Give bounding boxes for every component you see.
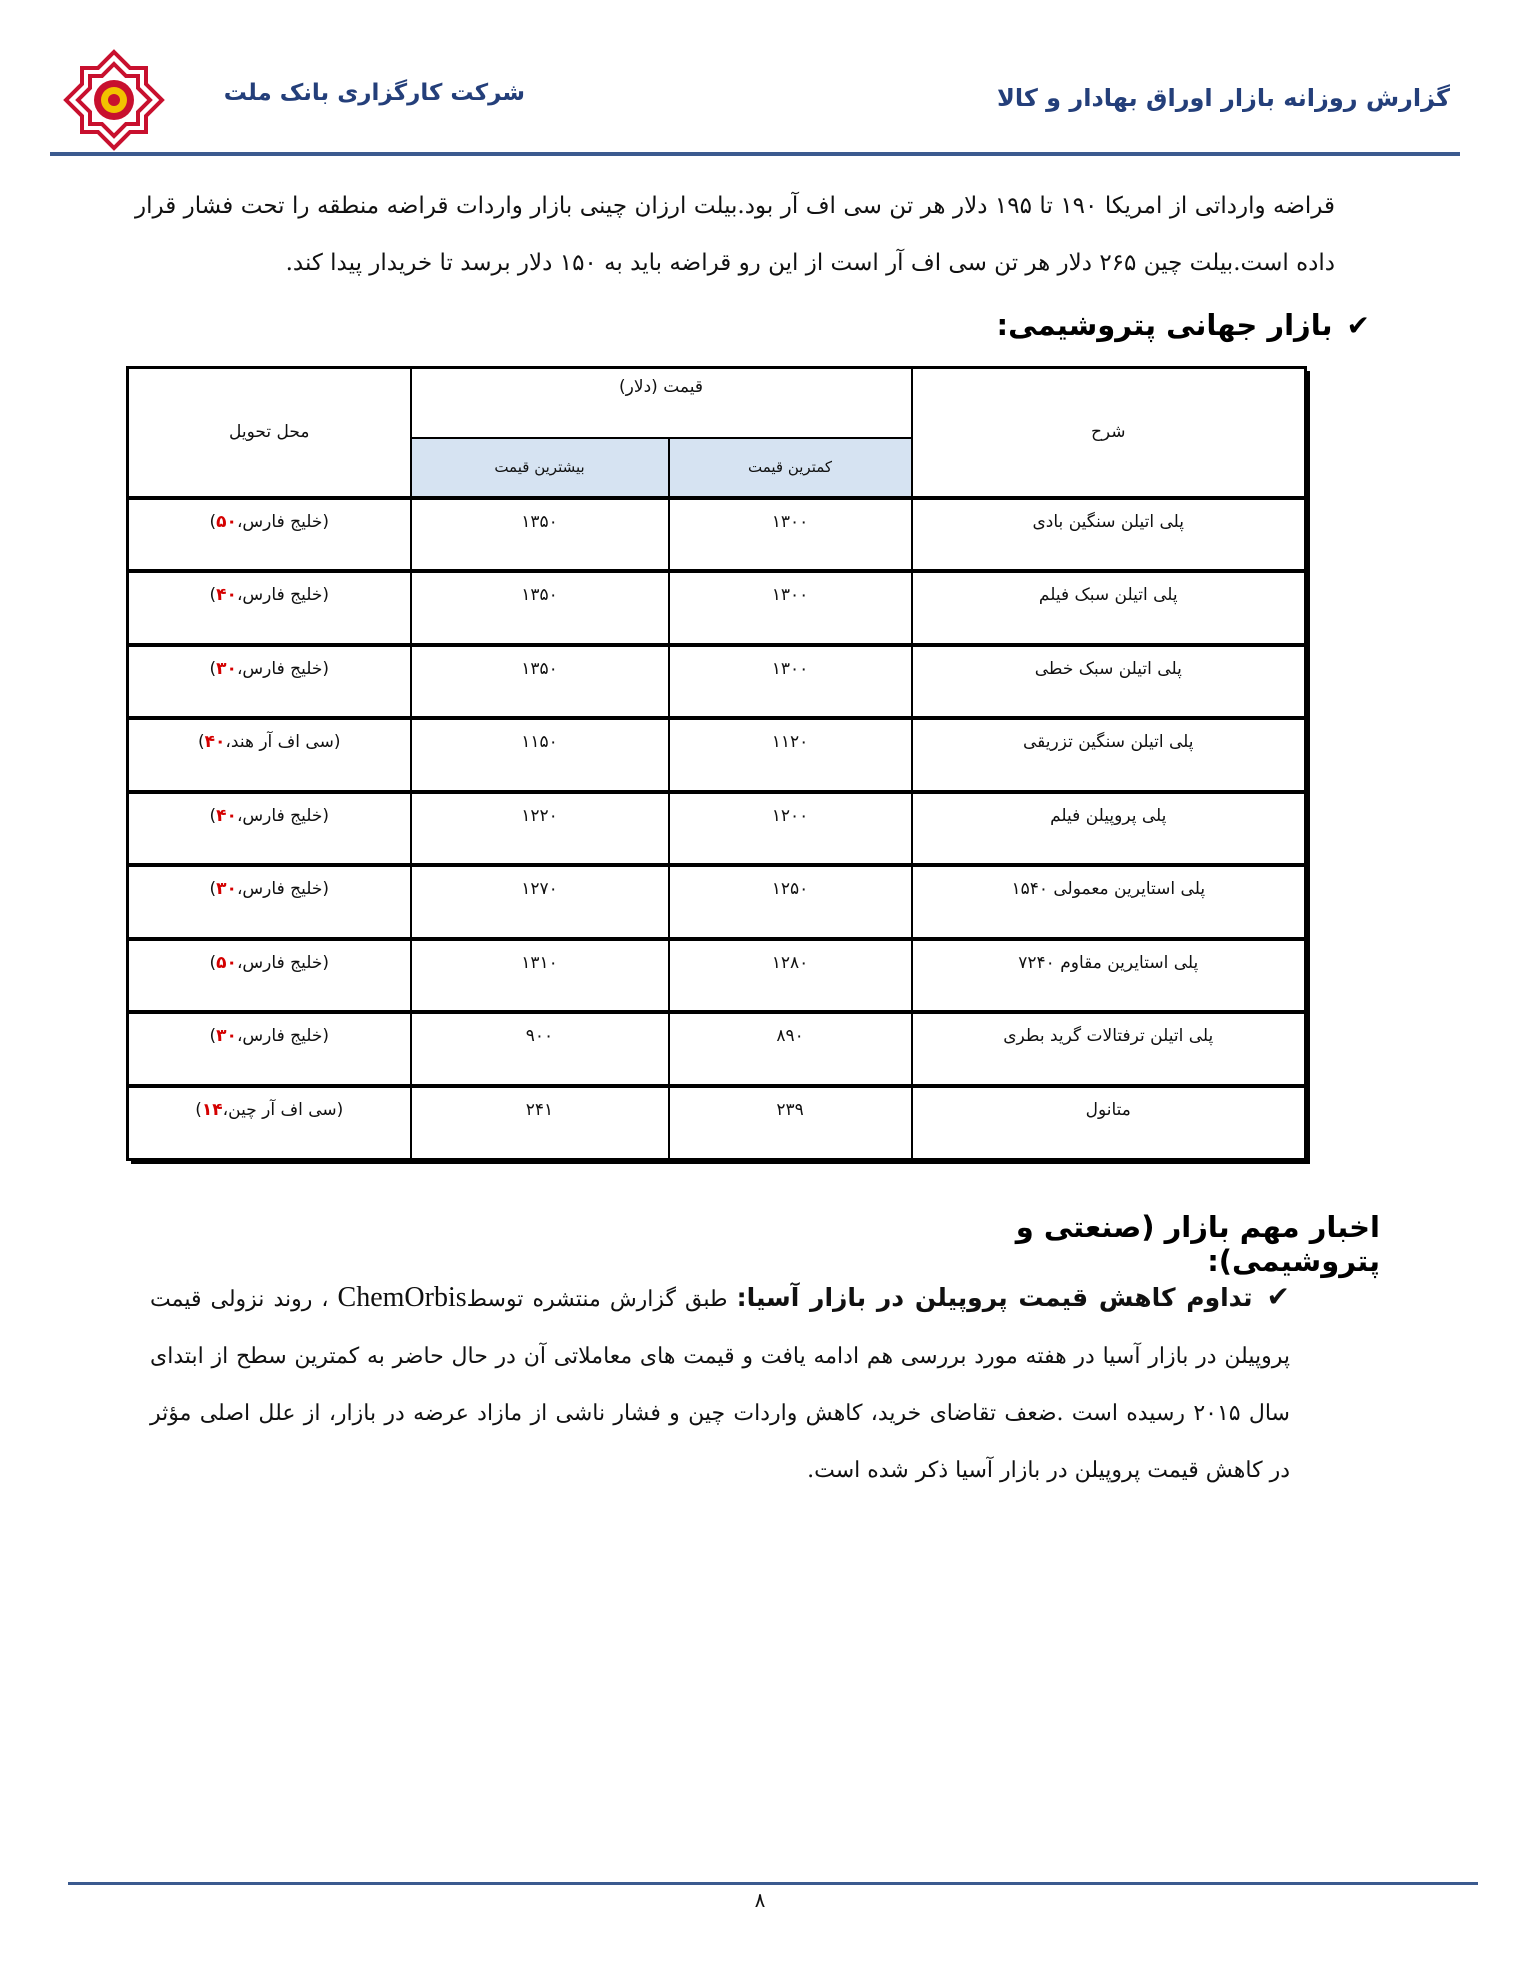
delivery-close-paren: ) [209, 805, 217, 826]
footer-divider [68, 1882, 1478, 1885]
cell-delivery [128, 792, 411, 866]
delivery-close-paren: ) [209, 879, 217, 900]
cell-min-price: ۱۲۰۰ [669, 792, 912, 866]
delivery-change-value: ۵۰ [216, 511, 237, 532]
table-row [128, 939, 1306, 1013]
cell-delivery [128, 571, 411, 645]
delivery-close-paren: ) [198, 732, 205, 753]
table-row [128, 718, 1306, 792]
cell-delivery [128, 865, 411, 939]
cell-delivery [128, 1086, 411, 1160]
cell-description: پلی اتیلن سبک فیلم [912, 571, 1306, 645]
table-row [128, 792, 1306, 866]
news-text-part2: ، روند نزولی قیمت پروپیلن در بازار آسیا در هفته مورد بررسی هم ادامه یافت و قیمت های معاملاتی آن در حال حاضر به کمترین سطح از ابتدای سال ۲۰۱۵ رسیده است .ضعف تقاضای خرید، کاهش واردات چین و فشار ناشی از مازاد عرضه در بازار، از علل اصلی مؤثر در کاهش قیمت پروپیلن در بازار آسیا ذکر شده است. [150, 1287, 1290, 1483]
section-heading-news: اخبار مهم بازار (صنعتی و پتروشیمی): [1015, 1210, 1380, 1278]
report-title: گزارش روزانه بازار اوراق بهادار و کالا [996, 84, 1450, 112]
section-heading-petrochemical: ✔بازار جهانی پتروشیمی: [996, 308, 1370, 342]
delivery-close-paren: ) [209, 952, 217, 973]
cell-min-price: ۱۳۰۰ [669, 571, 912, 645]
col-header-description: شرح [912, 368, 1306, 498]
cell-delivery [128, 1012, 411, 1086]
intro-paragraph: قراضه وارداتی از امریکا ۱۹۰ تا ۱۹۵ دلار هر تن سی اف آر بود.بیلت ارزان چینی بازار واردات قراضه منطقه را تحت فشار قرار داده است.بیلت چین ۲۶۵ دلار هر تن سی اف آر است از این رو قراضه باید به ۱۵۰ دلار برسد تا خریدار پیدا کند. [135, 193, 1335, 276]
cell-max-price: ۱۲۲۰ [411, 792, 669, 866]
table-row [128, 865, 1306, 939]
table-row [128, 571, 1306, 645]
page-header [0, 0, 1530, 160]
cell-delivery [128, 645, 411, 719]
cell-delivery [128, 939, 411, 1013]
news-text-part1: طبق گزارش منتشره توسط [466, 1287, 737, 1312]
table-row [128, 1086, 1306, 1160]
cell-description: پلی پروپیلن فیلم [912, 792, 1306, 866]
bank-mellat-logo-icon [62, 48, 166, 152]
cell-description: پلی استایرین معمولی ۱۵۴۰ [912, 865, 1306, 939]
cell-min-price: ۱۲۵۰ [669, 865, 912, 939]
delivery-location: (خلیج فارس، [236, 585, 329, 606]
delivery-close-paren: ) [209, 1026, 217, 1047]
news-source: ChemOrbis [337, 1282, 467, 1313]
col-header-delivery: محل تحویل [128, 368, 411, 498]
checkmark-icon: ✔ [1266, 1280, 1290, 1313]
table-row [128, 498, 1306, 572]
checkmark-icon: ✔ [1346, 309, 1370, 342]
cell-max-price: ۱۱۵۰ [411, 718, 669, 792]
delivery-location: (سی اف آر چین، [222, 1099, 344, 1120]
delivery-location: (سی اف آر هند، [225, 732, 341, 753]
delivery-change-value: ۳۰ [216, 658, 237, 679]
table-row [128, 1012, 1306, 1086]
delivery-change-value: ۳۰ [216, 879, 237, 900]
cell-max-price: ۱۲۷۰ [411, 865, 669, 939]
delivery-close-paren: ) [209, 585, 217, 606]
delivery-change-value: ۵۰ [216, 952, 237, 973]
cell-description: پلی اتیلن سبک خطی [912, 645, 1306, 719]
news-lead: تداوم کاهش قیمت پروپیلن در بازار آسیا: [736, 1283, 1253, 1312]
company-name: شرکت کارگزاری بانک ملت [223, 80, 525, 106]
delivery-change-value: ۳۰ [216, 1026, 237, 1047]
delivery-location: (خلیج فارس، [236, 952, 329, 973]
petrochemical-price-table [126, 366, 1307, 1161]
cell-description: پلی اتیلن سنگین بادی [912, 498, 1306, 572]
delivery-location: (خلیج فارس، [236, 879, 329, 900]
cell-max-price: ۲۴۱ [411, 1086, 669, 1160]
news-item [150, 1268, 1290, 1499]
cell-description: پلی استایرین مقاوم ۷۲۴۰ [912, 939, 1306, 1013]
cell-min-price: ۱۲۸۰ [669, 939, 912, 1013]
delivery-close-paren: ) [209, 511, 217, 532]
cell-max-price: ۹۰۰ [411, 1012, 669, 1086]
cell-delivery [128, 718, 411, 792]
cell-max-price: ۱۳۵۰ [411, 645, 669, 719]
cell-min-price: ۸۹۰ [669, 1012, 912, 1086]
delivery-location: (خلیج فارس، [236, 511, 329, 532]
cell-min-price: ۱۳۰۰ [669, 498, 912, 572]
cell-description: پلی اتیلن سنگین تزریقی [912, 718, 1306, 792]
delivery-close-paren: ) [195, 1099, 202, 1120]
col-header-min-price: کمترین قیمت [669, 438, 912, 498]
cell-delivery [128, 498, 411, 572]
cell-max-price: ۱۳۵۰ [411, 571, 669, 645]
delivery-change-value: ۴۰ [204, 732, 226, 753]
cell-max-price: ۱۳۵۰ [411, 498, 669, 572]
delivery-location: (خلیج فارس، [236, 1026, 329, 1047]
delivery-location: (خلیج فارس، [236, 805, 329, 826]
delivery-change-value: ۴۰ [216, 805, 237, 826]
page-number: ۸ [754, 1888, 766, 1912]
header-divider [50, 152, 1460, 156]
delivery-location: (خلیج فارس، [236, 658, 329, 679]
delivery-close-paren: ) [209, 658, 217, 679]
cell-description: پلی اتیلن ترفتالات گرید بطری [912, 1012, 1306, 1086]
delivery-change-value: ۴۰ [216, 585, 237, 606]
cell-description: متانول [912, 1086, 1306, 1160]
cell-max-price: ۱۳۱۰ [411, 939, 669, 1013]
cell-min-price: ۲۳۹ [669, 1086, 912, 1160]
table-row [128, 645, 1306, 719]
cell-min-price: ۱۱۲۰ [669, 718, 912, 792]
col-header-max-price: بیشترین قیمت [411, 438, 669, 498]
col-header-price-group: قیمت (دلار) [411, 368, 912, 438]
delivery-change-value: ۱۴ [201, 1099, 223, 1120]
cell-min-price: ۱۳۰۰ [669, 645, 912, 719]
